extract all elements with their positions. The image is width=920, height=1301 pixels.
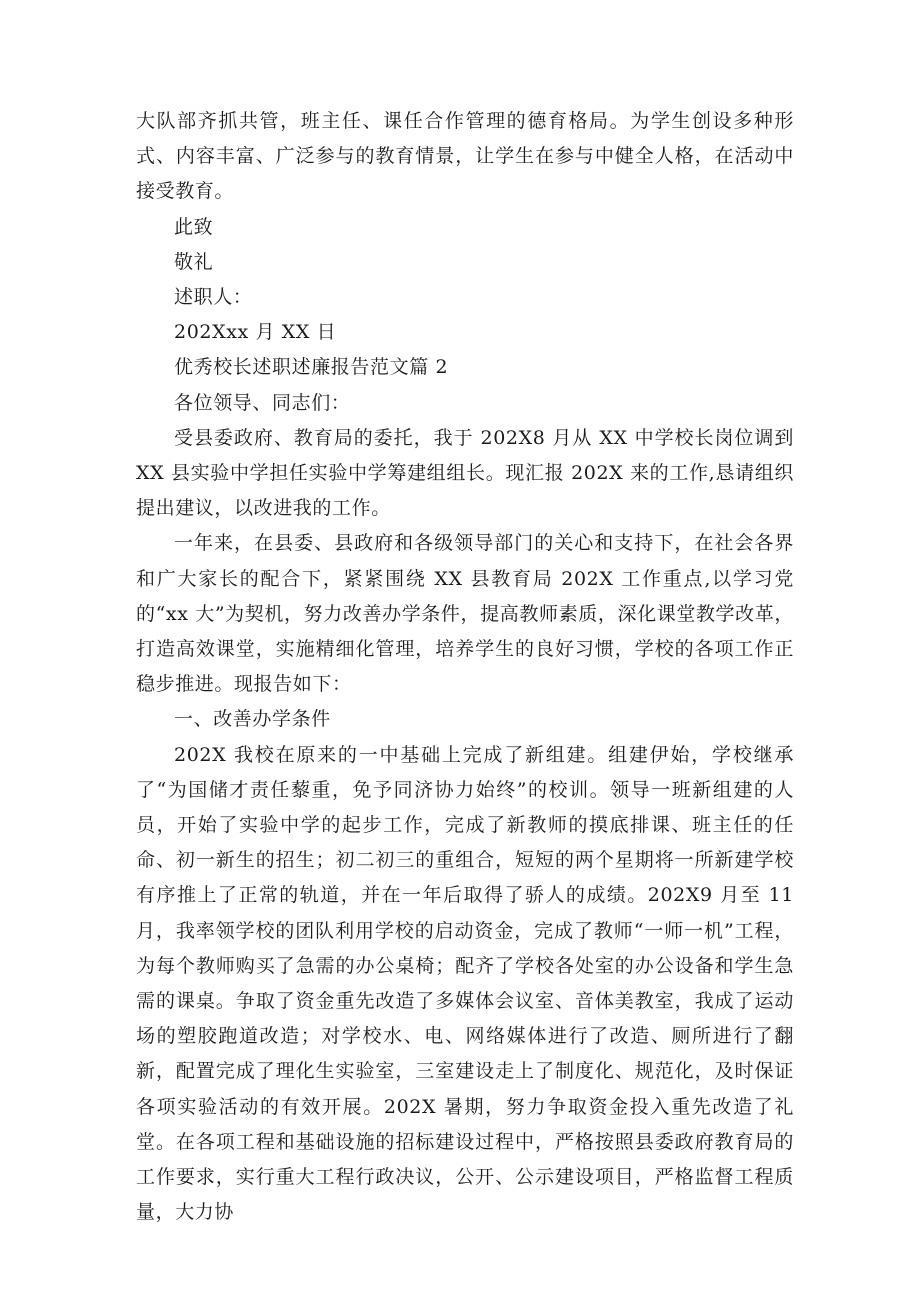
signature-line: 述职人： (174, 286, 253, 309)
date-line: 202Xxx 月 XX 日 (174, 321, 337, 344)
heading-improve-conditions: 一、改善办学条件 (174, 708, 331, 731)
closing-salutation-jingli: 敬礼 (174, 250, 214, 273)
paragraph-improve-conditions: 202X 我校在原来的一中基础上完成了新组建。组建伊始，学校继承了“为国储才责任藜重，免予同济协力始终”的校训。领导一班新组建的人员，开始了实验中学的起步工作，完成了新教师的摸底排课、班主任的任命、初一新生的招生；初二初三的重组合，短短的两个星期将一所新建学校有序推上了正常的轨道，并在一年后取得了骄人的成绩。202X9 月至 11 月，我率领学校的团队利用学校的启动资金，完成了教师“一师一机”工程，为每个教师购买了急需的办公桌椅；配齐了学校各处室的办公设备和学生急需的课桌。争取了资金重先改造了多媒体会议室、音体美教室，我成了运动场的塑胶跑道改造；对学校水、电、网络媒体进行了改造、厕所进行了翻新，配置完成了理化生实验室，三室建设走上了制度化、规范化，及时保证各项实验活动的有效开展。202X 暑期，努力争取资金投入重先改造了礼堂。在各项工程和基础设施的招标建设过程中，严格按照县委政府教育局的工作要求，实行重大工程行政决议，公开、公示建设项目，严格监督工程质量，大力协 (136, 743, 794, 1224)
paragraph-introduction: 受县委政府、教育局的委托，我于 202X8 月从 XX 中学校长岗位调到 XX 县实验中学担任实验中学筹建组组长。现汇报 202X 来的工作,恳请组织提出建议，以改进我的工作。 (136, 426, 794, 520)
paragraph-overview: 一年来，在县委、县政府和各级领导部门的关心和支持下，在社会各界和广大家长的配合下，紧紧围绕 XX 县教育局 202X 工作重点,以学习党的“xx 大”为契机，努力改善办学条件，提高教师素质，深化课堂教学改革，打造高效课堂，实施精细化管理，培养学生的良好习惯，学校的各项工作正稳步推进。现报告如下： (136, 532, 794, 696)
document-body (136, 104, 794, 1231)
section-title: 优秀校长述职述廉报告范文篇 2 (174, 356, 449, 379)
closing-salutation-cizhi: 此致 (174, 215, 214, 238)
greeting-line: 各位领导、同志们： (174, 391, 351, 414)
paragraph-moral-education-structure: 大队部齐抓共管，班主任、课任合作管理的德育格局。为学生创设多种形式、内容丰富、广泛参与的教育情景，让学生在参与中健全人格，在活动中接受教育。 (136, 110, 794, 203)
